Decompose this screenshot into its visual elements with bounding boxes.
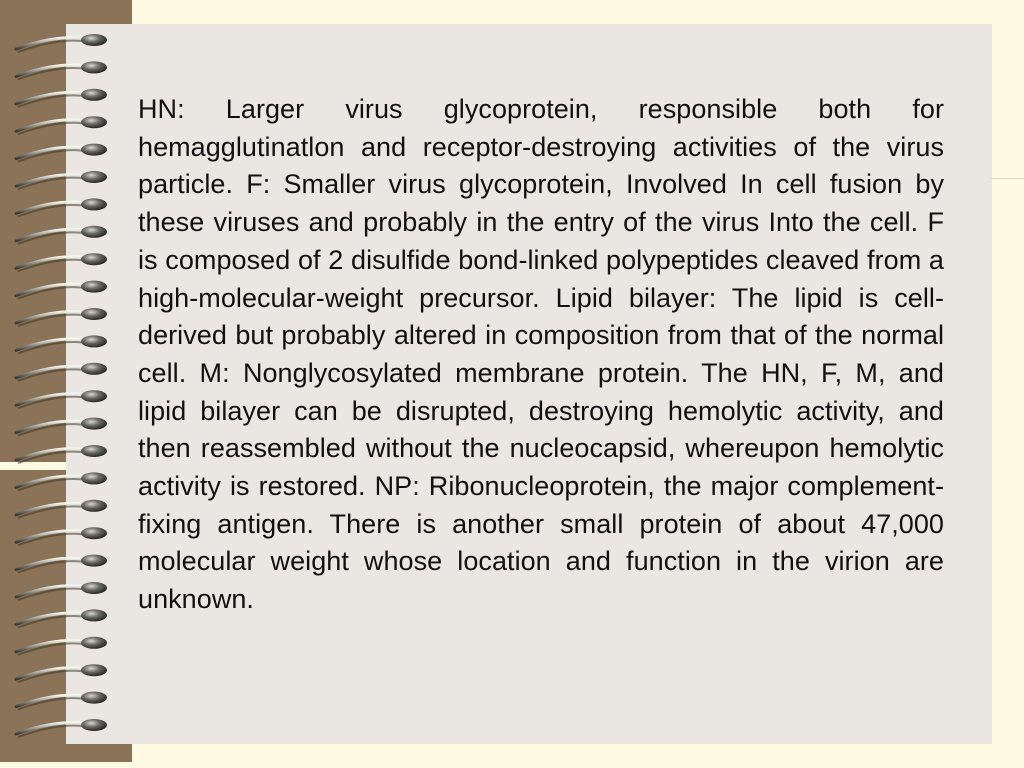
spiral-ring-icon — [16, 609, 107, 627]
decorative-line — [990, 178, 1024, 179]
spiral-ring-icon — [16, 144, 107, 162]
spiral-ring-icon — [16, 281, 107, 299]
spiral-ring-icon — [16, 171, 107, 189]
spiral-ring-icon — [16, 89, 107, 107]
spiral-ring-icon — [16, 116, 107, 134]
spiral-ring-icon — [16, 582, 107, 600]
spiral-ring-icon — [16, 719, 107, 737]
spiral-ring-icon — [16, 637, 107, 655]
spiral-ring-icon — [16, 253, 107, 271]
spiral-ring-icon — [16, 61, 107, 79]
spiral-ring-icon — [16, 692, 107, 710]
spiral-ring-icon — [16, 555, 107, 573]
spiral-ring-icon — [16, 445, 107, 463]
spiral-ring-icon — [16, 226, 107, 244]
body-text: HN: Larger virus glycoprotein, responsible both for hemagglutinatlon and receptor-destroying activities of the virus particle. F: Smaller virus glycoprotein, Involved In cell fusion by these viruses and probably in the entry of the virus Into the cell. F is composed of 2 disulfide bond-linked polypeptides cleaved from a high-molecular-weight precursor. Lipid bilayer: The lipid is cell-derived but probably altered in composition from that of the normal cell. M: Nonglycosylated membrane protein. The HN, F, M, and lipid bilayer can be disrupted, destroying hemolytic activity, and then reassembled without the nucleocapsid, whereupon hemolytic activity is restored. NP: Ribonucleoprotein, the major complement-fixing antigen. There is another small protein of about 47,000 molecular weight whose location and function in the virion are unknown. — [138, 94, 944, 615]
spiral-ring-icon — [16, 500, 107, 518]
spiral-ring-icon — [16, 335, 107, 353]
spiral-ring-icon — [16, 418, 107, 436]
spiral-ring-icon — [16, 198, 107, 216]
spiral-ring-icon — [16, 472, 107, 490]
spiral-ring-icon — [16, 363, 107, 381]
spiral-ring-icon — [16, 664, 107, 682]
spiral-binding — [0, 0, 132, 768]
spiral-ring-icon — [16, 390, 107, 408]
spiral-ring-icon — [16, 34, 107, 52]
spiral-ring-icon — [16, 527, 107, 545]
spiral-ring-icon — [16, 308, 107, 326]
